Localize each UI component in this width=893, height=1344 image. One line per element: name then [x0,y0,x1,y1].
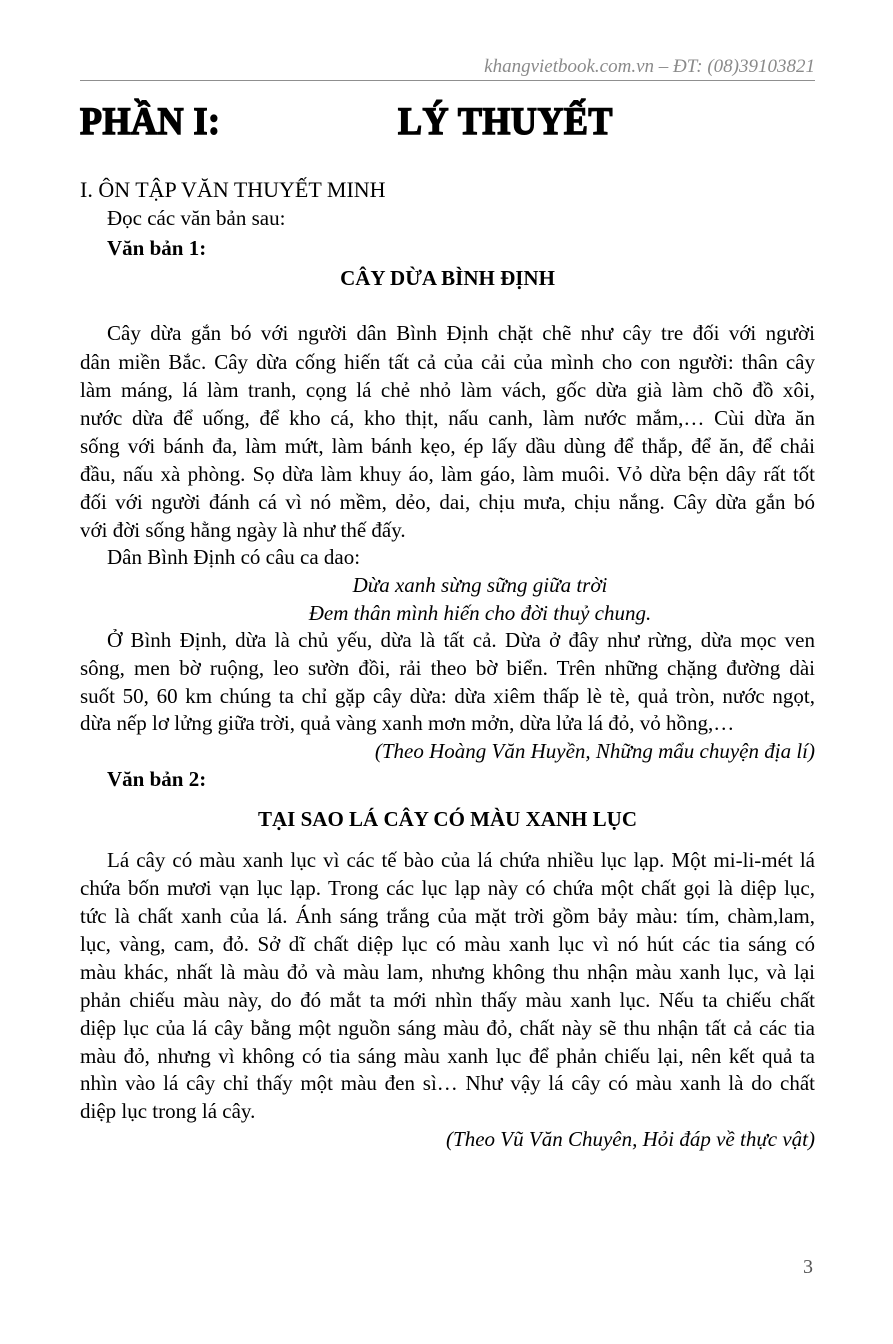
instruction-text: Đọc các văn bản sau: [107,206,286,230]
text1-title: CÂY DỪA BÌNH ĐỊNH [340,266,555,290]
paragraph-line: sống với bánh đa, làm mứt, làm bánh kẹo, ép lấy dầu dùng để thắp, để ăn, để chải [80,434,815,458]
paragraph-line: Ở Bình Định, dừa là chủ yếu, dừa là tất cả. Dừa ở đây như rừng, dừa mọc ven [107,628,815,652]
page-number: 3 [803,1256,813,1278]
part-name: LÝ THUYẾT [398,99,613,143]
paragraph-line: chứa bốn mươi vạn lục lạp. Trong các lục lạp này có chứa một chất gọi là diệp lục, [80,876,815,900]
paragraph-line: lục, vàng, cam, đỏ. Sở dĩ chất diệp lục có màu xanh lục vì nó hút các tia sáng có [80,932,815,956]
paragraph-line: diệp lục trong lá cây. [80,1099,256,1123]
poem-line: Dừa xanh sừng sững giữa trời [352,573,608,597]
paragraph-line: nhìn vào lá cây chỉ thấy một màu đen sì… Như vậy lá cây có màu xanh là do chất [80,1071,815,1095]
paragraph-line: dân miền Bắc. Cây dừa cống hiến tất cả của cải của mình cho con người: thân cây [80,350,815,374]
paragraph-line: tức là chất xanh của lá. Ánh sáng trắng của mặt trời gồm bảy màu: tím, chàm,lam, [80,904,815,928]
paragraph-line: Cây dừa gắn bó với người dân Bình Định chặt chẽ như cây tre đối với người [107,321,815,345]
text2-citation: (Theo Vũ Văn Chuyên, Hỏi đáp về thực vật) [446,1127,815,1151]
paragraph-line: Dân Bình Định có câu ca dao: [107,545,361,569]
paragraph-line: sông, men bờ ruộng, leo sườn đồi, rải theo bờ biển. Trên những chặng đường dài [80,656,815,680]
header-website: khangvietbook.com.vn – ĐT: (08)39103821 [484,56,815,77]
paragraph-line: đối với người đánh cá vì nó mềm, dẻo, dai, chịu mưa, chịu nắng. Cây dừa gắn bó [80,490,815,514]
paragraph-line: với đời sống hằng ngày là như thế đấy. [80,518,406,542]
text1-citation: (Theo Hoàng Văn Huyền, Những mẩu chuyện địa lí) [374,739,815,763]
header-divider [80,80,815,81]
text1-label: Văn bản 1: [107,236,207,260]
paragraph-line: màu đỏ, nhưng vì không có tia sáng màu xanh lục để phản chiếu lại, nên kết quả ta [80,1044,815,1068]
paragraph-line: dừa nếp lơ lửng giữa trời, quả vàng xanh mơn mởn, dừa lửa lá đỏ, vỏ hồng,… [80,711,735,735]
poem-line: Đem thân mình hiến cho đời thuỷ chung. [308,601,652,625]
paragraph-line: màu khác, nhất là màu đỏ và màu lam, nhưng không thu nhận màu xanh lục, và lại [80,960,815,984]
text2-title: TẠI SAO LÁ CÂY CÓ MÀU XANH LỤC [258,807,637,831]
paragraph-line: diệp lục của lá cây bằng một nguồn sáng màu đỏ, chất này sẽ thu nhận tất cả các tia [80,1016,815,1040]
paragraph-line: phản chiếu màu này, do đó mắt ta mới nhìn thấy màu xanh lục. Nếu ta chiếu chất [80,988,815,1012]
text2-label: Văn bản 2: [107,767,207,791]
paragraph-line: làm máng, lá làm tranh, cọng lá chẻ nhỏ làm vách, gốc dừa già làm chõ đồ xôi, [80,378,815,402]
paragraph-line: đầu, nấu xà phòng. Sọ dừa làm khuy áo, làm gáo, làm muôi. Vỏ dừa bện dây rất tốt [80,462,815,486]
paragraph-line: Lá cây có màu xanh lục vì các tế bào của lá chứa nhiều lục lạp. Một mi-li-mét lá [107,848,815,872]
paragraph-line: suốt 50, 60 km chúng ta chỉ gặp cây dừa: dừa xiêm thấp lè tè, quả tròn, nước ngọt, [80,684,815,708]
paragraph-line: nước dừa để uống, để kho cá, kho thịt, nấu canh, làm nước mắm,… Cùi dừa ăn [80,406,815,430]
part-title: PHẦN I: [80,99,221,143]
section-heading: I. ÔN TẬP VĂN THUYẾT MINH [80,177,386,202]
